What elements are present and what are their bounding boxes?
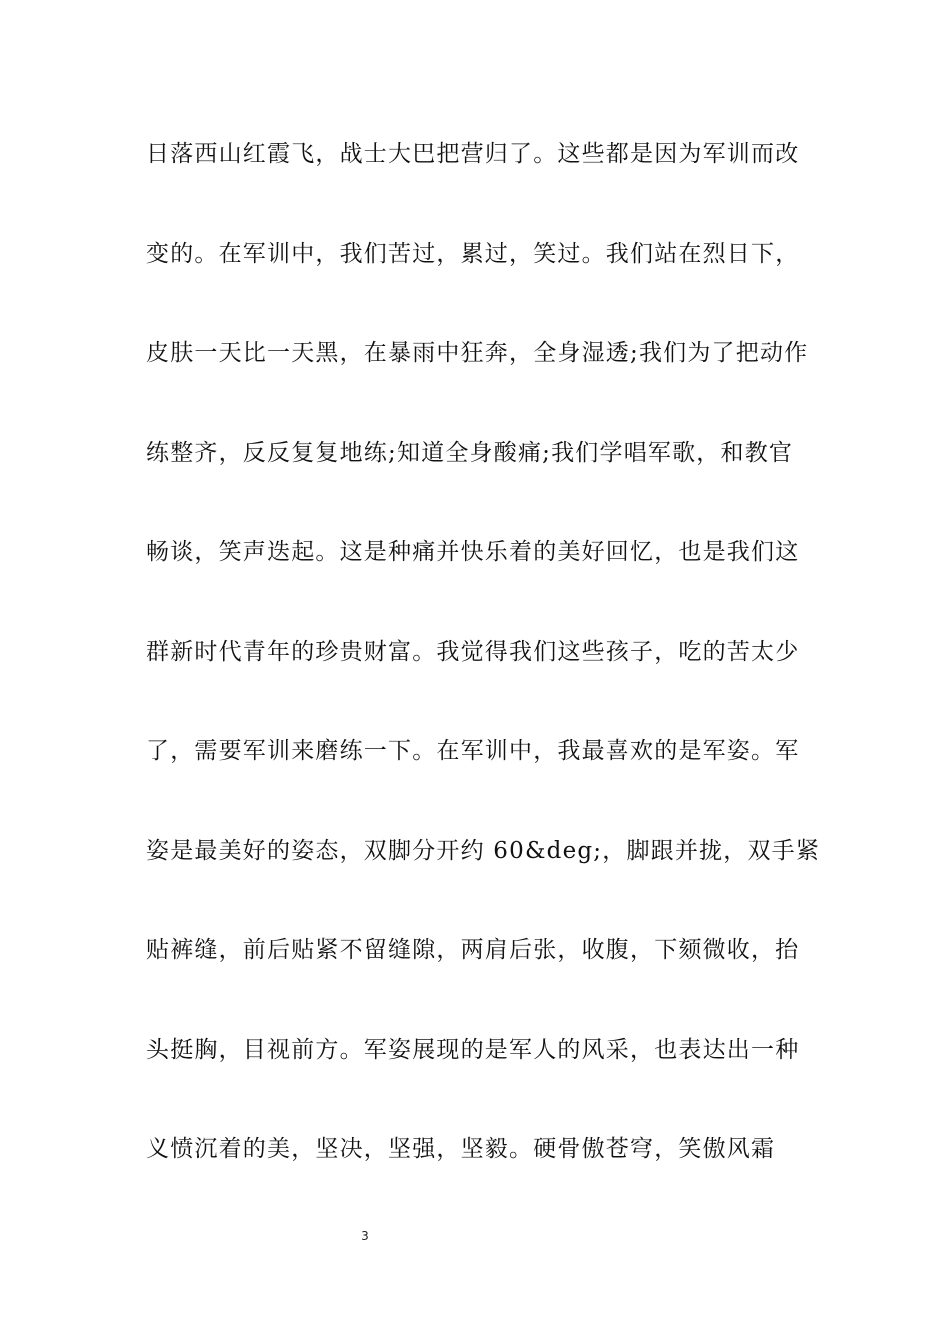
text-line: 变的。在军训中，我们苦过，累过，笑过。我们站在烈日下，	[146, 240, 800, 267]
text-line: 了，需要军训来磨练一下。在军训中，我最喜欢的是军姿。军	[146, 738, 800, 764]
text-line: 群新时代青年的珍贵财富。我觉得我们这些孩子，吃的苦太少	[146, 638, 800, 665]
text-line: 日落西山红霞飞，战士大巴把营归了。这些都是因为军训而改	[146, 141, 800, 167]
text-line: 贴裤缝，前后贴紧不留缝隙，两肩后张，收腹，下颏微收，抬	[146, 937, 800, 963]
page-number: 3	[361, 1229, 369, 1243]
text-line: 姿是最美好的姿态，双脚分开约 60&deg;，脚跟并拢，双手紧	[146, 837, 821, 864]
body-text	[146, 132, 821, 1227]
text-line: 皮肤一天比一天黑，在暴雨中狂奔，全身湿透;我们为了把动作	[146, 340, 809, 366]
text-line: 练整齐，反反复复地练;知道全身酸痛;我们学唱军歌，和教官	[146, 439, 794, 466]
text-line: 义愤沉着的美，坚决，坚强，坚毅。硬骨傲苍穹，笑傲风霜	[146, 1136, 776, 1162]
text-line: 畅谈，笑声迭起。这是种痛并快乐着的美好回忆，也是我们这	[146, 539, 800, 565]
text-line: 头挺胸，目视前方。军姿展现的是军人的风采，也表达出一种	[146, 1036, 800, 1063]
